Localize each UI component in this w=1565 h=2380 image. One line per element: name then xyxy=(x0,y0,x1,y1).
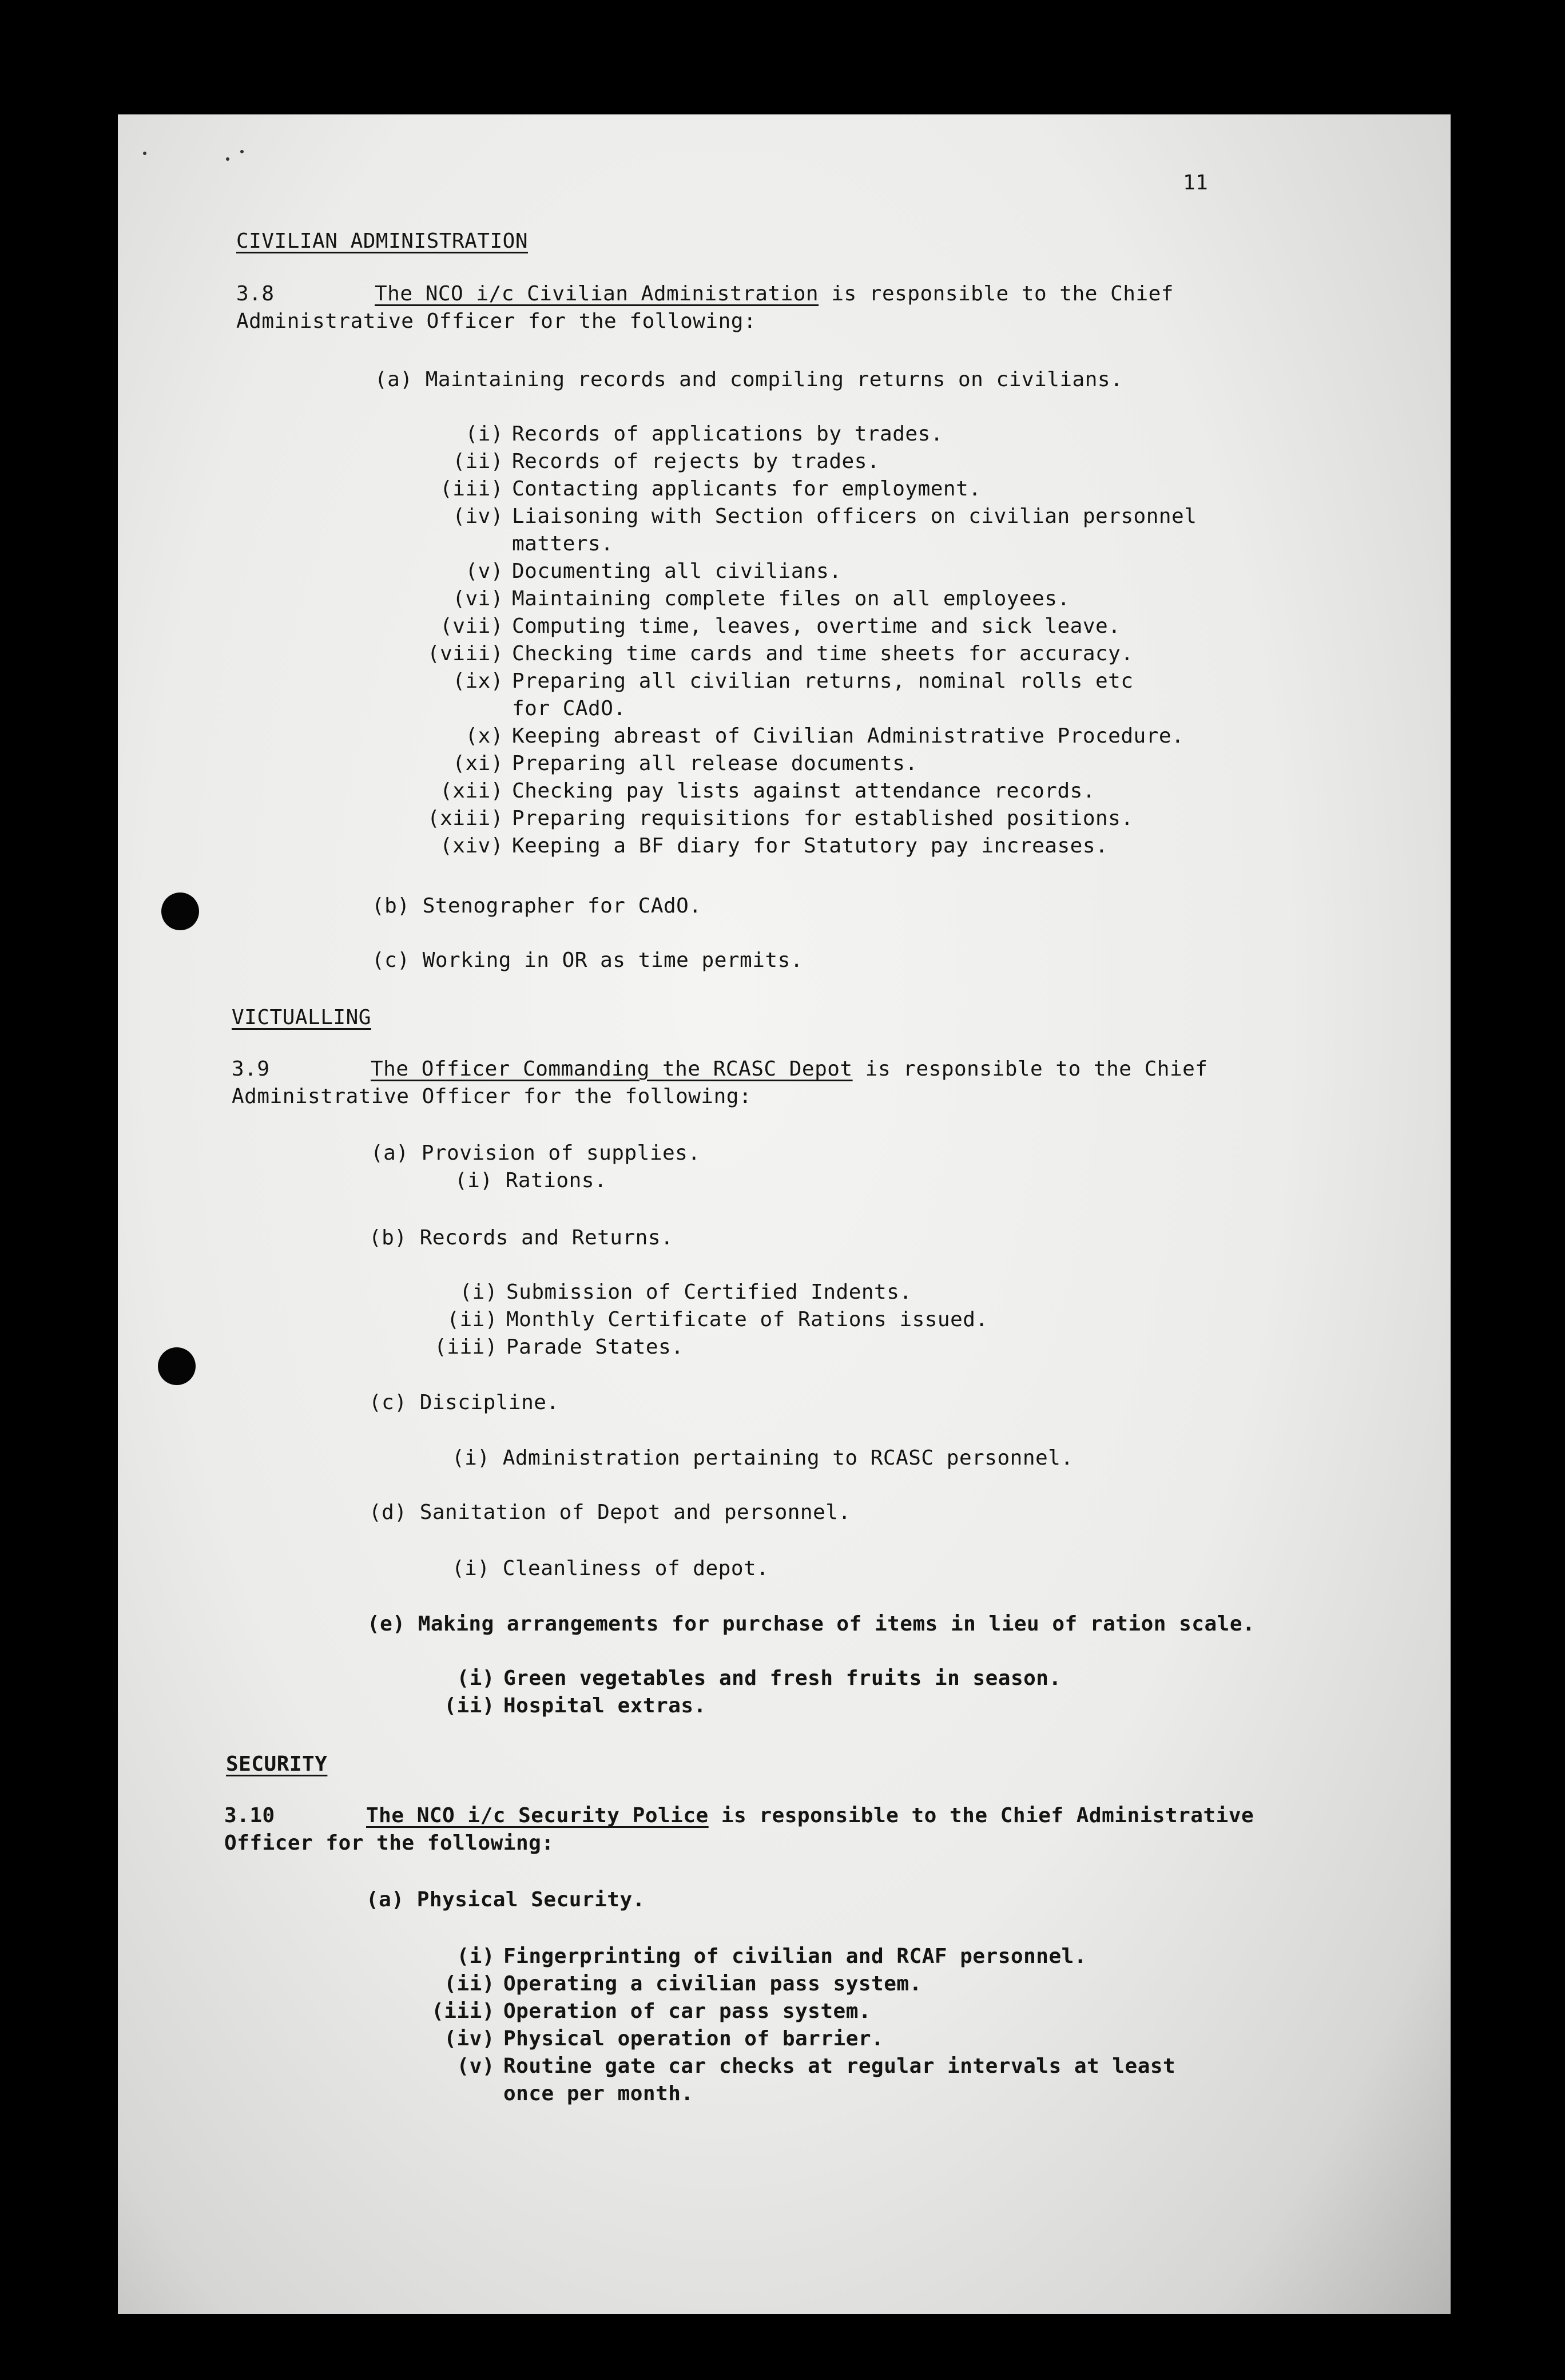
item-b: (b) Stenographer for CAdO. xyxy=(372,894,702,918)
sub-item-number: (iii) xyxy=(440,477,503,501)
sub-item-number: (ii) xyxy=(444,1972,495,1996)
sub-item-number: (i) xyxy=(465,422,503,446)
sub-item-number: (vi) xyxy=(452,587,503,610)
item-d: (d) Sanitation of Depot and personnel. xyxy=(369,1501,851,1524)
scan-speck xyxy=(143,152,146,155)
sub-item-text: Records of applications by trades. xyxy=(512,422,943,446)
sub-item-number: (iv) xyxy=(452,505,503,528)
sub-item-text: Physical operation of barrier. xyxy=(503,2027,884,2050)
sub-item-number: (i) xyxy=(456,1945,495,1968)
sub-item-text: Checking pay lists against attendance records. xyxy=(512,779,1095,803)
sub-item-number: (viii) xyxy=(427,642,503,665)
paragraph-intro xyxy=(375,280,1174,308)
paragraph-intro xyxy=(371,1056,1207,1083)
sub-item-number: (ii) xyxy=(452,450,503,473)
paragraph-intro xyxy=(366,1802,1254,1830)
sub-item-number: (xi) xyxy=(452,752,503,775)
paragraph-intro-line2: Administrative Officer for the following: xyxy=(232,1085,752,1108)
sub-item-number: (i) xyxy=(459,1280,498,1304)
sub-item-number: (i) xyxy=(456,1667,495,1690)
item-b: (b) Records and Returns. xyxy=(369,1226,674,1250)
sub-item-number: (ii) xyxy=(447,1308,498,1331)
sub-item-text: Liaisoning with Section officers on civilian personnel xyxy=(512,505,1197,528)
sub-item-number: (iii) xyxy=(434,1335,498,1359)
sub-item-text: Maintaining complete files on all employees. xyxy=(512,587,1070,610)
sub-item-number: (ix) xyxy=(452,669,503,693)
sub-item-continuation: for CAdO. xyxy=(512,697,626,720)
sub-item-text: Hospital extras. xyxy=(503,1694,706,1717)
scan-speck xyxy=(240,150,244,153)
sub-item-text: Keeping a BF diary for Statutory pay increases. xyxy=(512,834,1109,858)
scan-speck xyxy=(226,157,229,161)
intro-text: is responsible to the Chief Administrative xyxy=(708,1804,1254,1827)
sub-item-text: Routine gate car checks at regular intervals at least xyxy=(503,2054,1176,2078)
sub-item: (i) Administration pertaining to RCASC personnel. xyxy=(452,1446,1074,1470)
sub-item-text: Fingerprinting of civilian and RCAF personnel. xyxy=(503,1945,1087,1968)
paragraph-number: 3.10 xyxy=(224,1804,275,1827)
sub-item-text: Parade States. xyxy=(506,1335,684,1359)
item-c: (c) Working in OR as time permits. xyxy=(372,949,803,972)
sub-item-number: (iv) xyxy=(444,2027,495,2050)
sub-item: (i) Rations. xyxy=(455,1169,607,1192)
sub-item-text: Operating a civilian pass system. xyxy=(503,1972,922,1996)
item-e: (e) Making arrangements for purchase of items in lieu of ration scale. xyxy=(367,1612,1256,1636)
punch-hole-top xyxy=(161,892,199,930)
sub-item-number: (x) xyxy=(465,724,503,748)
intro-text: is responsible to the Chief xyxy=(852,1057,1208,1081)
sub-item-number: (ii) xyxy=(444,1694,495,1717)
sub-item-number: (xiv) xyxy=(440,834,503,858)
sub-item-number: (xii) xyxy=(440,779,503,803)
sub-item-text: Documenting all civilians. xyxy=(512,560,842,583)
sub-item-text: Submission of Certified Indents. xyxy=(506,1280,912,1304)
sub-item-text: Contacting applicants for employment. xyxy=(512,477,982,501)
sub-item-text: Records of rejects by trades. xyxy=(512,450,880,473)
sub-item-continuation: matters. xyxy=(512,532,614,556)
sub-item-number: (iii) xyxy=(431,2000,495,2023)
responsible-role: The NCO i/c Security Police xyxy=(366,1804,709,1827)
sub-item-text: Green vegetables and fresh fruits in season. xyxy=(503,1667,1062,1690)
sub-item-text: Preparing all civilian returns, nominal rolls etc xyxy=(512,669,1134,693)
item-a: (a) Physical Security. xyxy=(366,1888,645,1911)
sub-item-text: Preparing all release documents. xyxy=(512,752,918,775)
section-heading-victualling: VICTUALLING xyxy=(232,1006,371,1029)
sub-item-text: Preparing requisitions for established positions. xyxy=(512,807,1134,830)
sub-item-text: Checking time cards and time sheets for accuracy. xyxy=(512,642,1134,665)
sub-item-text: Computing time, leaves, overtime and sick leave. xyxy=(512,614,1121,638)
section-heading-security: SECURITY xyxy=(226,1752,328,1776)
sub-item-number: (v) xyxy=(465,560,503,583)
sub-item-number: (xiii) xyxy=(427,807,503,830)
punch-hole-bottom xyxy=(158,1347,196,1385)
sub-item-continuation: once per month. xyxy=(503,2082,694,2105)
item-c: (c) Discipline. xyxy=(369,1391,559,1414)
sub-item-text: Monthly Certificate of Rations issued. xyxy=(506,1308,988,1331)
sub-item-number: (v) xyxy=(456,2054,495,2078)
intro-text: is responsible to the Chief xyxy=(819,282,1174,306)
item-a: (a) Maintaining records and compiling returns on civilians. xyxy=(375,368,1123,391)
page-number: 11 xyxy=(1183,171,1209,195)
sub-item-text: Keeping abreast of Civilian Administrative Procedure. xyxy=(512,724,1185,748)
section-heading-civilian: CIVILIAN ADMINISTRATION xyxy=(236,229,528,253)
sub-item: (i) Cleanliness of depot. xyxy=(452,1557,769,1580)
paragraph-number: 3.9 xyxy=(232,1057,270,1081)
responsible-role: The NCO i/c Civilian Administration xyxy=(375,282,819,306)
responsible-role: The Officer Commanding the RCASC Depot xyxy=(371,1057,853,1081)
sub-item-number: (vii) xyxy=(440,614,503,638)
paragraph-intro-line2: Administrative Officer for the following: xyxy=(236,310,757,333)
paragraph-number: 3.8 xyxy=(236,282,275,306)
paragraph-intro-line2: Officer for the following: xyxy=(224,1831,554,1855)
item-a: (a) Provision of supplies. xyxy=(371,1141,701,1165)
sub-item-text: Operation of car pass system. xyxy=(503,2000,872,2023)
